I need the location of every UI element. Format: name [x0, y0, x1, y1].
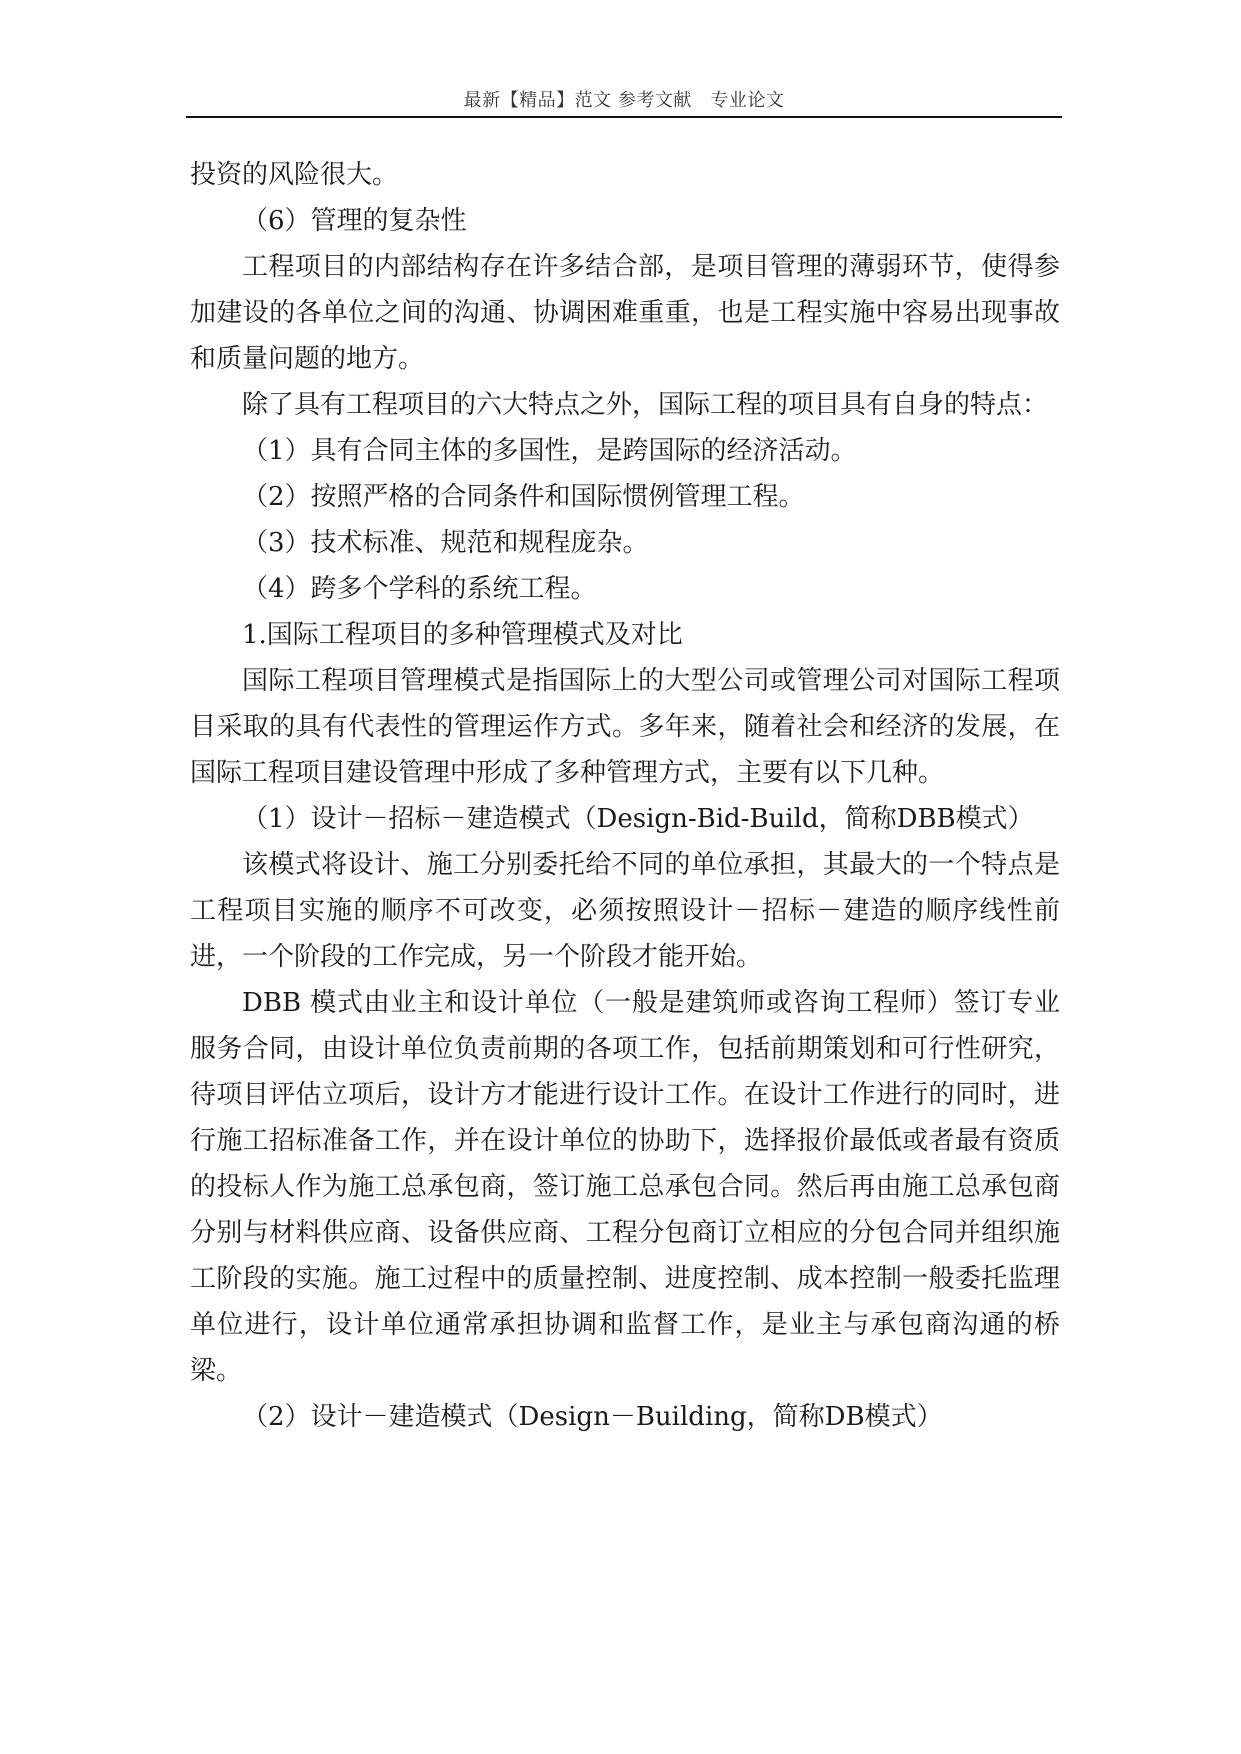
section-heading: （6）管理的复杂性 [242, 206, 467, 236]
paragraph: 投资的风险很大。 [190, 160, 399, 190]
header-divider [186, 116, 1062, 118]
list-item: （1）具有合同主体的多国性，是跨国际的经济活动。 [242, 436, 857, 466]
section-heading: （1）设计－招标－建造模式（Design-Bid-Build，简称DBB模式） [242, 804, 1034, 834]
list-item: （4）跨多个学科的系统工程。 [242, 574, 597, 604]
paragraph: 国际工程项目管理模式是指国际上的大型公司或管理公司对国际工程项目采取的具有代表性的管理运作方式。多年来，随着社会和经济的发展，在国际工程项目建设管理中形成了多种管理方式，主要有以下几种。 [190, 666, 1060, 788]
paragraph: 除了具有工程项目的六大特点之外，国际工程的项目具有自身的特点： [242, 390, 1049, 420]
document-body [190, 152, 1060, 1440]
list-item: （2）按照严格的合同条件和国际惯例管理工程。 [242, 482, 805, 512]
paragraph: DBB 模式由业主和设计单位（一般是建筑师或咨询工程师）签订专业服务合同，由设计单位负责前期的各项工作，包括前期策划和可行性研究，待项目评估立项后，设计方才能进行设计工作。在设计工作进行的同时，进行施工招标准备工作，并在设计单位的协助下，选择报价最低或者最有资质的投标人作为施工总承包商，签订施工总承包合同。然后再由施工总承包商分别与材料供应商、设备供应商、工程分包商订立相应的分包合同并组织施工阶段的实施。施工过程中的质量控制、进度控制、成本控制一般委托监理单位进行，设计单位通常承担协调和监督工作，是业主与承包商沟通的桥梁。 [190, 988, 1060, 1386]
paragraph: 工程项目的内部结构存在许多结合部，是项目管理的薄弱环节，使得参加建设的各单位之间的沟通、协调困难重重，也是工程实施中容易出现事故和质量问题的地方。 [190, 252, 1060, 374]
section-heading: 1.国际工程项目的多种管理模式及对比 [242, 620, 683, 650]
list-item: （3）技术标准、规范和规程庞杂。 [242, 528, 649, 558]
section-heading: （2）设计－建造模式（Design－Building，简称DB模式） [242, 1402, 943, 1432]
paragraph: 该模式将设计、施工分别委托给不同的单位承担，其最大的一个特点是工程项目实施的顺序不可改变，必须按照设计－招标－建造的顺序线性前进，一个阶段的工作完成，另一个阶段才能开始。 [190, 850, 1060, 972]
page-header: 最新【精品】范文 参考文献 专业论文 [463, 90, 785, 111]
